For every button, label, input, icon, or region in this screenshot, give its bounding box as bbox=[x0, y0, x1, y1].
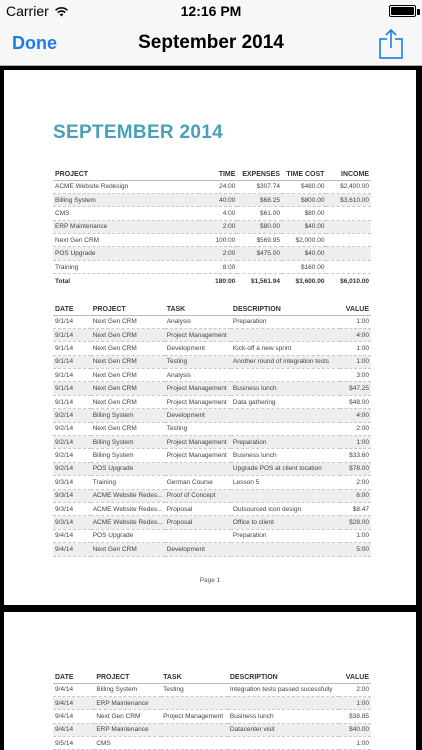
table-cell: 9/1/14 bbox=[53, 342, 91, 355]
table-cell: CMS bbox=[94, 737, 161, 750]
table-cell: Proposal bbox=[165, 516, 231, 529]
table-cell: Training bbox=[53, 260, 199, 273]
table-cell: 9/4/14 bbox=[53, 710, 94, 723]
table-cell: $33.60 bbox=[340, 449, 371, 462]
table-cell bbox=[326, 247, 371, 260]
table-cell bbox=[228, 696, 339, 709]
table-cell: German Course bbox=[165, 476, 231, 489]
table-cell: $569.95 bbox=[237, 234, 282, 247]
column-header: TASK bbox=[161, 672, 228, 683]
table-row bbox=[53, 737, 371, 750]
table-cell bbox=[231, 328, 340, 341]
table-cell: $80.00 bbox=[237, 220, 282, 233]
table-cell: POS Upgrade bbox=[91, 529, 165, 542]
table-cell: $48.00 bbox=[340, 395, 371, 408]
table-cell: Next Gen CRM bbox=[91, 328, 165, 341]
table-row bbox=[53, 476, 371, 489]
table-cell: 9/1/14 bbox=[53, 355, 91, 368]
table-cell: $8.47 bbox=[340, 502, 371, 515]
table-cell: 9/1/14 bbox=[53, 382, 91, 395]
detail-table-continued bbox=[53, 672, 371, 750]
table-cell: $2,400.00 bbox=[326, 180, 371, 193]
table-cell bbox=[326, 234, 371, 247]
table-row bbox=[53, 449, 371, 462]
table-row bbox=[53, 382, 371, 395]
table-cell: 1:00 bbox=[340, 315, 371, 328]
table-cell: 1:00 bbox=[340, 342, 371, 355]
column-header: DATE bbox=[53, 304, 91, 315]
nav-bar bbox=[0, 22, 422, 66]
table-row bbox=[53, 180, 371, 193]
table-row bbox=[53, 260, 371, 273]
table-cell: $40.00 bbox=[339, 723, 371, 736]
table-cell: 9/2/14 bbox=[53, 436, 91, 449]
column-header: DESCRIPTION bbox=[231, 304, 340, 315]
table-row bbox=[53, 543, 371, 556]
report-page-2 bbox=[4, 612, 416, 750]
table-row bbox=[53, 247, 371, 260]
detail-table bbox=[53, 304, 371, 557]
report-title: SEPTEMBER 2014 bbox=[53, 122, 223, 143]
table-cell: $307.74 bbox=[237, 180, 282, 193]
table-cell: ERP Maintenance bbox=[53, 220, 199, 233]
table-row bbox=[53, 529, 371, 542]
table-cell bbox=[165, 529, 231, 542]
table-row bbox=[53, 436, 371, 449]
table-row bbox=[53, 723, 371, 736]
table-cell: 9/2/14 bbox=[53, 422, 91, 435]
total-cell: $3,600.00 bbox=[295, 278, 325, 286]
table-cell: Another round of integration tests bbox=[231, 355, 340, 368]
status-time: 12:16 PM bbox=[180, 3, 242, 19]
column-header: DESCRIPTION bbox=[228, 672, 339, 683]
table-cell: 100:00 bbox=[199, 234, 237, 247]
column-header: VALUE bbox=[339, 672, 371, 683]
table-cell: Project Management bbox=[161, 710, 228, 723]
table-cell: Project Management bbox=[165, 436, 231, 449]
table-cell: Training bbox=[91, 476, 165, 489]
table-cell: $480.00 bbox=[282, 180, 327, 193]
summary-table bbox=[53, 169, 371, 290]
table-row bbox=[53, 489, 371, 502]
share-icon[interactable] bbox=[378, 28, 404, 60]
table-cell: Business lunch bbox=[231, 449, 340, 462]
column-header: TIME bbox=[199, 169, 237, 180]
table-cell: Lesson 5 bbox=[231, 476, 340, 489]
table-cell: 9/3/14 bbox=[53, 516, 91, 529]
table-cell: $40.00 bbox=[282, 247, 327, 260]
table-cell: $28.00 bbox=[340, 516, 371, 529]
table-row bbox=[53, 369, 371, 382]
table-cell: Testing bbox=[161, 683, 228, 696]
table-cell: POS Upgrade bbox=[91, 462, 165, 475]
table-row bbox=[53, 710, 371, 723]
table-row bbox=[53, 422, 371, 435]
table-cell: 4:00 bbox=[340, 409, 371, 422]
table-row bbox=[53, 462, 371, 475]
table-cell: 9/4/14 bbox=[53, 543, 91, 556]
table-cell bbox=[231, 409, 340, 422]
total-cell: 180:00 bbox=[215, 278, 236, 286]
report-page-1 bbox=[4, 70, 416, 605]
table-cell: $475.00 bbox=[237, 247, 282, 260]
table-cell: Proof of Concept bbox=[165, 489, 231, 502]
table-cell: Next Gen CRM bbox=[91, 422, 165, 435]
table-cell: 9/4/14 bbox=[53, 683, 94, 696]
table-cell: Development bbox=[165, 409, 231, 422]
table-cell: 1:00 bbox=[340, 355, 371, 368]
column-header: TIME COST bbox=[282, 169, 327, 180]
table-cell: Project Management bbox=[165, 382, 231, 395]
table-row bbox=[53, 193, 371, 206]
table-cell: 4:00 bbox=[340, 328, 371, 341]
table-cell: 9/1/14 bbox=[53, 395, 91, 408]
table-cell bbox=[231, 489, 340, 502]
table-cell: 9/2/14 bbox=[53, 449, 91, 462]
table-cell: 2:00 bbox=[340, 476, 371, 489]
table-cell: Testing bbox=[165, 355, 231, 368]
table-cell: 1:00 bbox=[340, 529, 371, 542]
table-cell: $2,000.00 bbox=[282, 234, 327, 247]
total-cell: $6,010.00 bbox=[340, 278, 369, 286]
table-cell bbox=[231, 543, 340, 556]
table-cell: 9/2/14 bbox=[53, 409, 91, 422]
table-cell: 9/5/14 bbox=[53, 737, 94, 750]
table-row bbox=[53, 409, 371, 422]
table-cell: Project Management bbox=[165, 328, 231, 341]
table-cell: 9/4/14 bbox=[53, 529, 91, 542]
column-header: PROJECT bbox=[91, 304, 165, 315]
table-cell: Datacenter visit bbox=[228, 723, 339, 736]
column-header: EXPENSES bbox=[237, 169, 282, 180]
table-cell bbox=[228, 737, 339, 750]
table-cell: Billing System bbox=[53, 193, 199, 206]
total-row bbox=[53, 274, 371, 290]
table-cell: ACME Website Redesign bbox=[53, 180, 199, 193]
table-row bbox=[53, 395, 371, 408]
table-cell: 9/1/14 bbox=[53, 315, 91, 328]
table-cell bbox=[326, 260, 371, 273]
table-cell: 2:00 bbox=[340, 422, 371, 435]
table-cell bbox=[326, 220, 371, 233]
column-header: PROJECT bbox=[53, 169, 199, 180]
table-cell: 8:00 bbox=[199, 260, 237, 273]
table-cell: $61.00 bbox=[237, 207, 282, 220]
table-cell: ACME Website Redes... bbox=[91, 516, 165, 529]
table-cell: Upgrade POS at client location bbox=[231, 462, 340, 475]
table-row bbox=[53, 315, 371, 328]
table-cell bbox=[161, 696, 228, 709]
table-cell: 2:00 bbox=[199, 247, 237, 260]
table-cell: Next Gen CRM bbox=[91, 369, 165, 382]
table-cell: Analysis bbox=[165, 315, 231, 328]
table-cell: Next Gen CRM bbox=[94, 710, 161, 723]
table-cell: 9/3/14 bbox=[53, 476, 91, 489]
table-cell: 2:00 bbox=[199, 220, 237, 233]
table-cell: $68.25 bbox=[237, 193, 282, 206]
table-cell: ERP Maintenance bbox=[94, 696, 161, 709]
total-cell: $1,561.94 bbox=[251, 278, 280, 286]
battery-cap bbox=[417, 9, 420, 15]
table-cell: Analysis bbox=[165, 369, 231, 382]
table-cell: 9/2/14 bbox=[53, 462, 91, 475]
table-cell: Billing System bbox=[91, 436, 165, 449]
battery-icon bbox=[389, 5, 416, 17]
table-cell: $38.85 bbox=[339, 710, 371, 723]
column-header: TASK bbox=[165, 304, 231, 315]
column-header: DATE bbox=[53, 672, 94, 683]
table-cell: Preparation bbox=[231, 436, 340, 449]
table-row bbox=[53, 516, 371, 529]
table-row bbox=[53, 220, 371, 233]
nav-title: September 2014 bbox=[138, 32, 284, 53]
table-cell: 3:00 bbox=[340, 369, 371, 382]
total-cell: Total bbox=[55, 278, 71, 286]
column-header: INCOME bbox=[326, 169, 371, 180]
done-button[interactable]: Done bbox=[12, 33, 57, 53]
table-cell: $160.00 bbox=[282, 260, 327, 273]
table-cell: $78.00 bbox=[340, 462, 371, 475]
table-row bbox=[53, 696, 371, 709]
table-cell: ERP Maintenance bbox=[94, 723, 161, 736]
table-cell: $800.00 bbox=[282, 193, 327, 206]
table-cell: Integration tests passed sucessfully bbox=[228, 683, 339, 696]
table-cell: CMS bbox=[53, 207, 199, 220]
table-cell: 40:00 bbox=[199, 193, 237, 206]
table-cell: $80.00 bbox=[282, 207, 327, 220]
table-cell: 4:00 bbox=[199, 207, 237, 220]
table-cell: Kick-off a new sprint bbox=[231, 342, 340, 355]
table-cell: POS Upgrade bbox=[53, 247, 199, 260]
status-bar bbox=[0, 0, 422, 22]
table-cell: $47.25 bbox=[340, 382, 371, 395]
table-cell: $40.00 bbox=[282, 220, 327, 233]
table-cell: 2:00 bbox=[339, 683, 371, 696]
table-cell: 24:00 bbox=[199, 180, 237, 193]
column-header: PROJECT bbox=[94, 672, 161, 683]
table-cell: 9/4/14 bbox=[53, 696, 94, 709]
table-cell bbox=[231, 422, 340, 435]
table-cell: Next Gen CRM bbox=[91, 342, 165, 355]
table-cell: ACME Website Redes... bbox=[91, 489, 165, 502]
table-cell: 1:00 bbox=[340, 436, 371, 449]
table-cell: Billing System bbox=[91, 409, 165, 422]
table-cell: Next Gen CRM bbox=[91, 543, 165, 556]
table-cell bbox=[326, 207, 371, 220]
table-cell: Next Gen CRM bbox=[91, 315, 165, 328]
table-cell: Billing System bbox=[91, 449, 165, 462]
table-cell: Next Gen CRM bbox=[91, 382, 165, 395]
table-cell: 1:00 bbox=[339, 696, 371, 709]
column-header: VALUE bbox=[340, 304, 371, 315]
page-number: Page 1 bbox=[199, 577, 221, 584]
table-cell: Project Management bbox=[165, 395, 231, 408]
table-cell: 6:00 bbox=[340, 489, 371, 502]
table-cell bbox=[161, 723, 228, 736]
table-cell: Business lunch bbox=[231, 382, 340, 395]
table-row bbox=[53, 342, 371, 355]
table-cell: Data gathering bbox=[231, 395, 340, 408]
table-cell: Preparation bbox=[231, 315, 340, 328]
table-cell: Business lunch bbox=[228, 710, 339, 723]
table-cell: Outsourced icon design bbox=[231, 502, 340, 515]
table-cell: 9/3/14 bbox=[53, 489, 91, 502]
carrier-label: Carrier bbox=[6, 3, 49, 19]
table-cell: 9/1/14 bbox=[53, 328, 91, 341]
table-cell: Project Management bbox=[165, 449, 231, 462]
table-cell bbox=[165, 462, 231, 475]
table-cell: $3,610.00 bbox=[326, 193, 371, 206]
table-row bbox=[53, 207, 371, 220]
table-cell: Next Gen CRM bbox=[91, 355, 165, 368]
table-cell: Next Gen CRM bbox=[53, 234, 199, 247]
table-cell: ACME Website Redes... bbox=[91, 502, 165, 515]
table-cell: 9/3/14 bbox=[53, 502, 91, 515]
table-cell: Testing bbox=[165, 422, 231, 435]
table-cell: 9/4/14 bbox=[53, 723, 94, 736]
table-row bbox=[53, 328, 371, 341]
table-cell: Office to client bbox=[231, 516, 340, 529]
table-cell bbox=[231, 369, 340, 382]
table-cell: Billing System bbox=[94, 683, 161, 696]
table-cell bbox=[161, 737, 228, 750]
table-cell: 5:00 bbox=[340, 543, 371, 556]
table-row bbox=[53, 234, 371, 247]
table-cell: Next Gen CRM bbox=[91, 395, 165, 408]
table-row bbox=[53, 355, 371, 368]
table-cell: Development bbox=[165, 342, 231, 355]
table-row bbox=[53, 683, 371, 696]
table-cell: Preparation bbox=[231, 529, 340, 542]
table-cell bbox=[237, 260, 282, 273]
table-cell: 9/1/14 bbox=[53, 369, 91, 382]
table-row bbox=[53, 502, 371, 515]
table-cell: 1:00 bbox=[339, 737, 371, 750]
table-cell: Proposal bbox=[165, 502, 231, 515]
table-cell: Development bbox=[165, 543, 231, 556]
